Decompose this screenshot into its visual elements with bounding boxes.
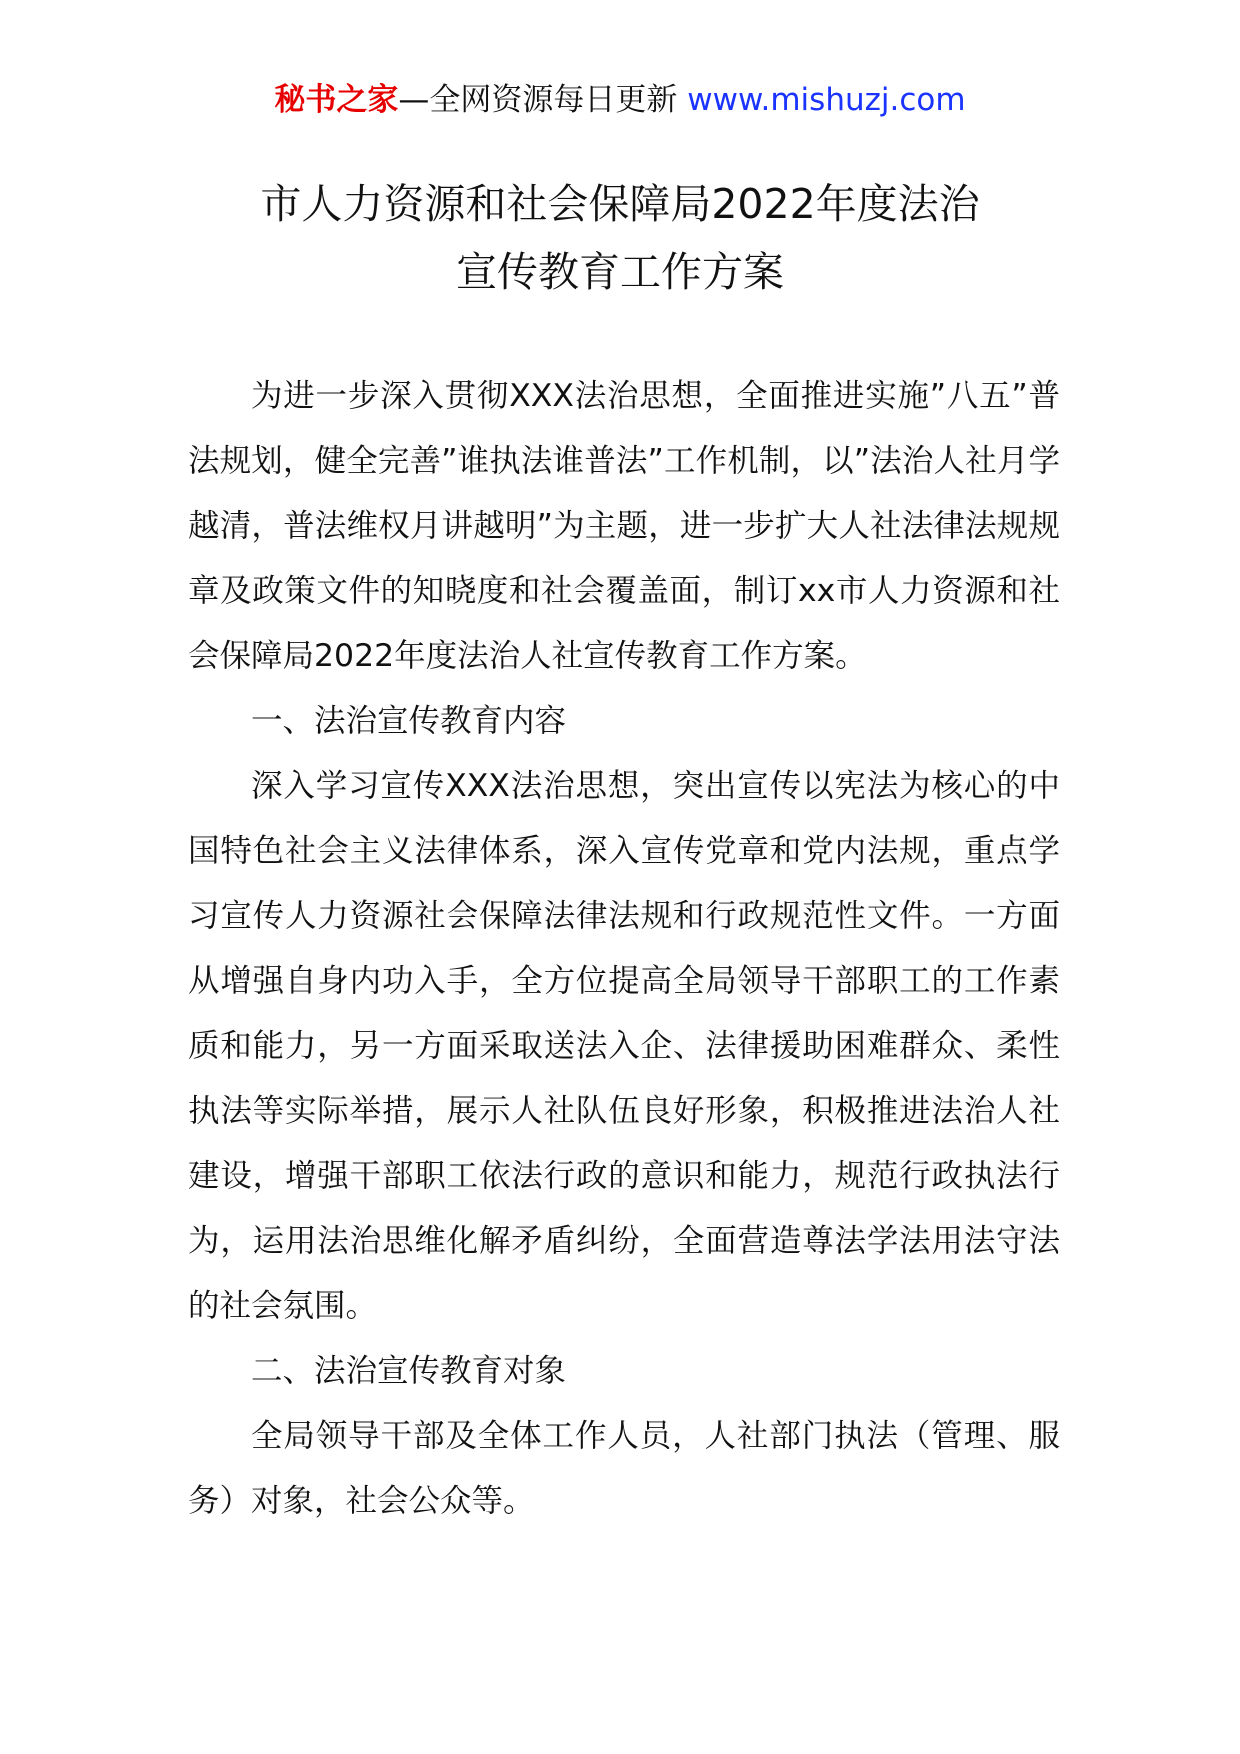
title-line-1: 市人力资源和社会保障局2022年度法治	[260, 180, 980, 228]
document-body	[188, 364, 1060, 1534]
content-paragraph: 深入学习宣传XXX法治思想，突出宣传以宪法为核心的中国特色社会主义法律体系，深入宣传党章和党内法规，重点学习宣传人力资源社会保障法律法规和行政规范性文件。一方面从增强自身内功入手，全方位提高全局领导干部职工的工作素质和能力，另一方面采取送法入企、法律援助困难群众、柔性执法等实际举措，展示人社队伍良好形象，积极推进法治人社建设，增强干部职工依法行政的意识和能力，规范行政执法行为，运用法治思维化解矛盾纠纷，全面营造尊法学法用法守法的社会氛围。	[188, 768, 1060, 1324]
title-line-2: 宣传教育工作方案	[456, 248, 784, 296]
document-title	[0, 170, 1240, 306]
site-header	[0, 78, 1240, 122]
section-heading-audience: 二、法治宣传教育对象	[251, 1353, 567, 1389]
header-slogan: —全网资源每日更新	[398, 82, 678, 118]
audience-paragraph: 全局领导干部及全体工作人员，人社部门执法（管理、服务）对象，社会公众等。	[188, 1418, 1060, 1519]
intro-paragraph: 为进一步深入贯彻XXX法治思想，全面推进实施”八五”普法规划，健全完善”谁执法谁普法”工作机制，以”法治人社月学越清，普法维权月讲越明”为主题，进一步扩大人社法律法规规章及政策文件的知晓度和社会覆盖面，制订xx市人力资源和社会保障局2022年度法治人社宣传教育工作方案。	[188, 378, 1060, 674]
website-link[interactable]: www.mishuzj.com	[687, 82, 966, 118]
section-heading-content: 一、法治宣传教育内容	[251, 703, 567, 739]
brand-name: 秘书之家	[274, 82, 399, 118]
